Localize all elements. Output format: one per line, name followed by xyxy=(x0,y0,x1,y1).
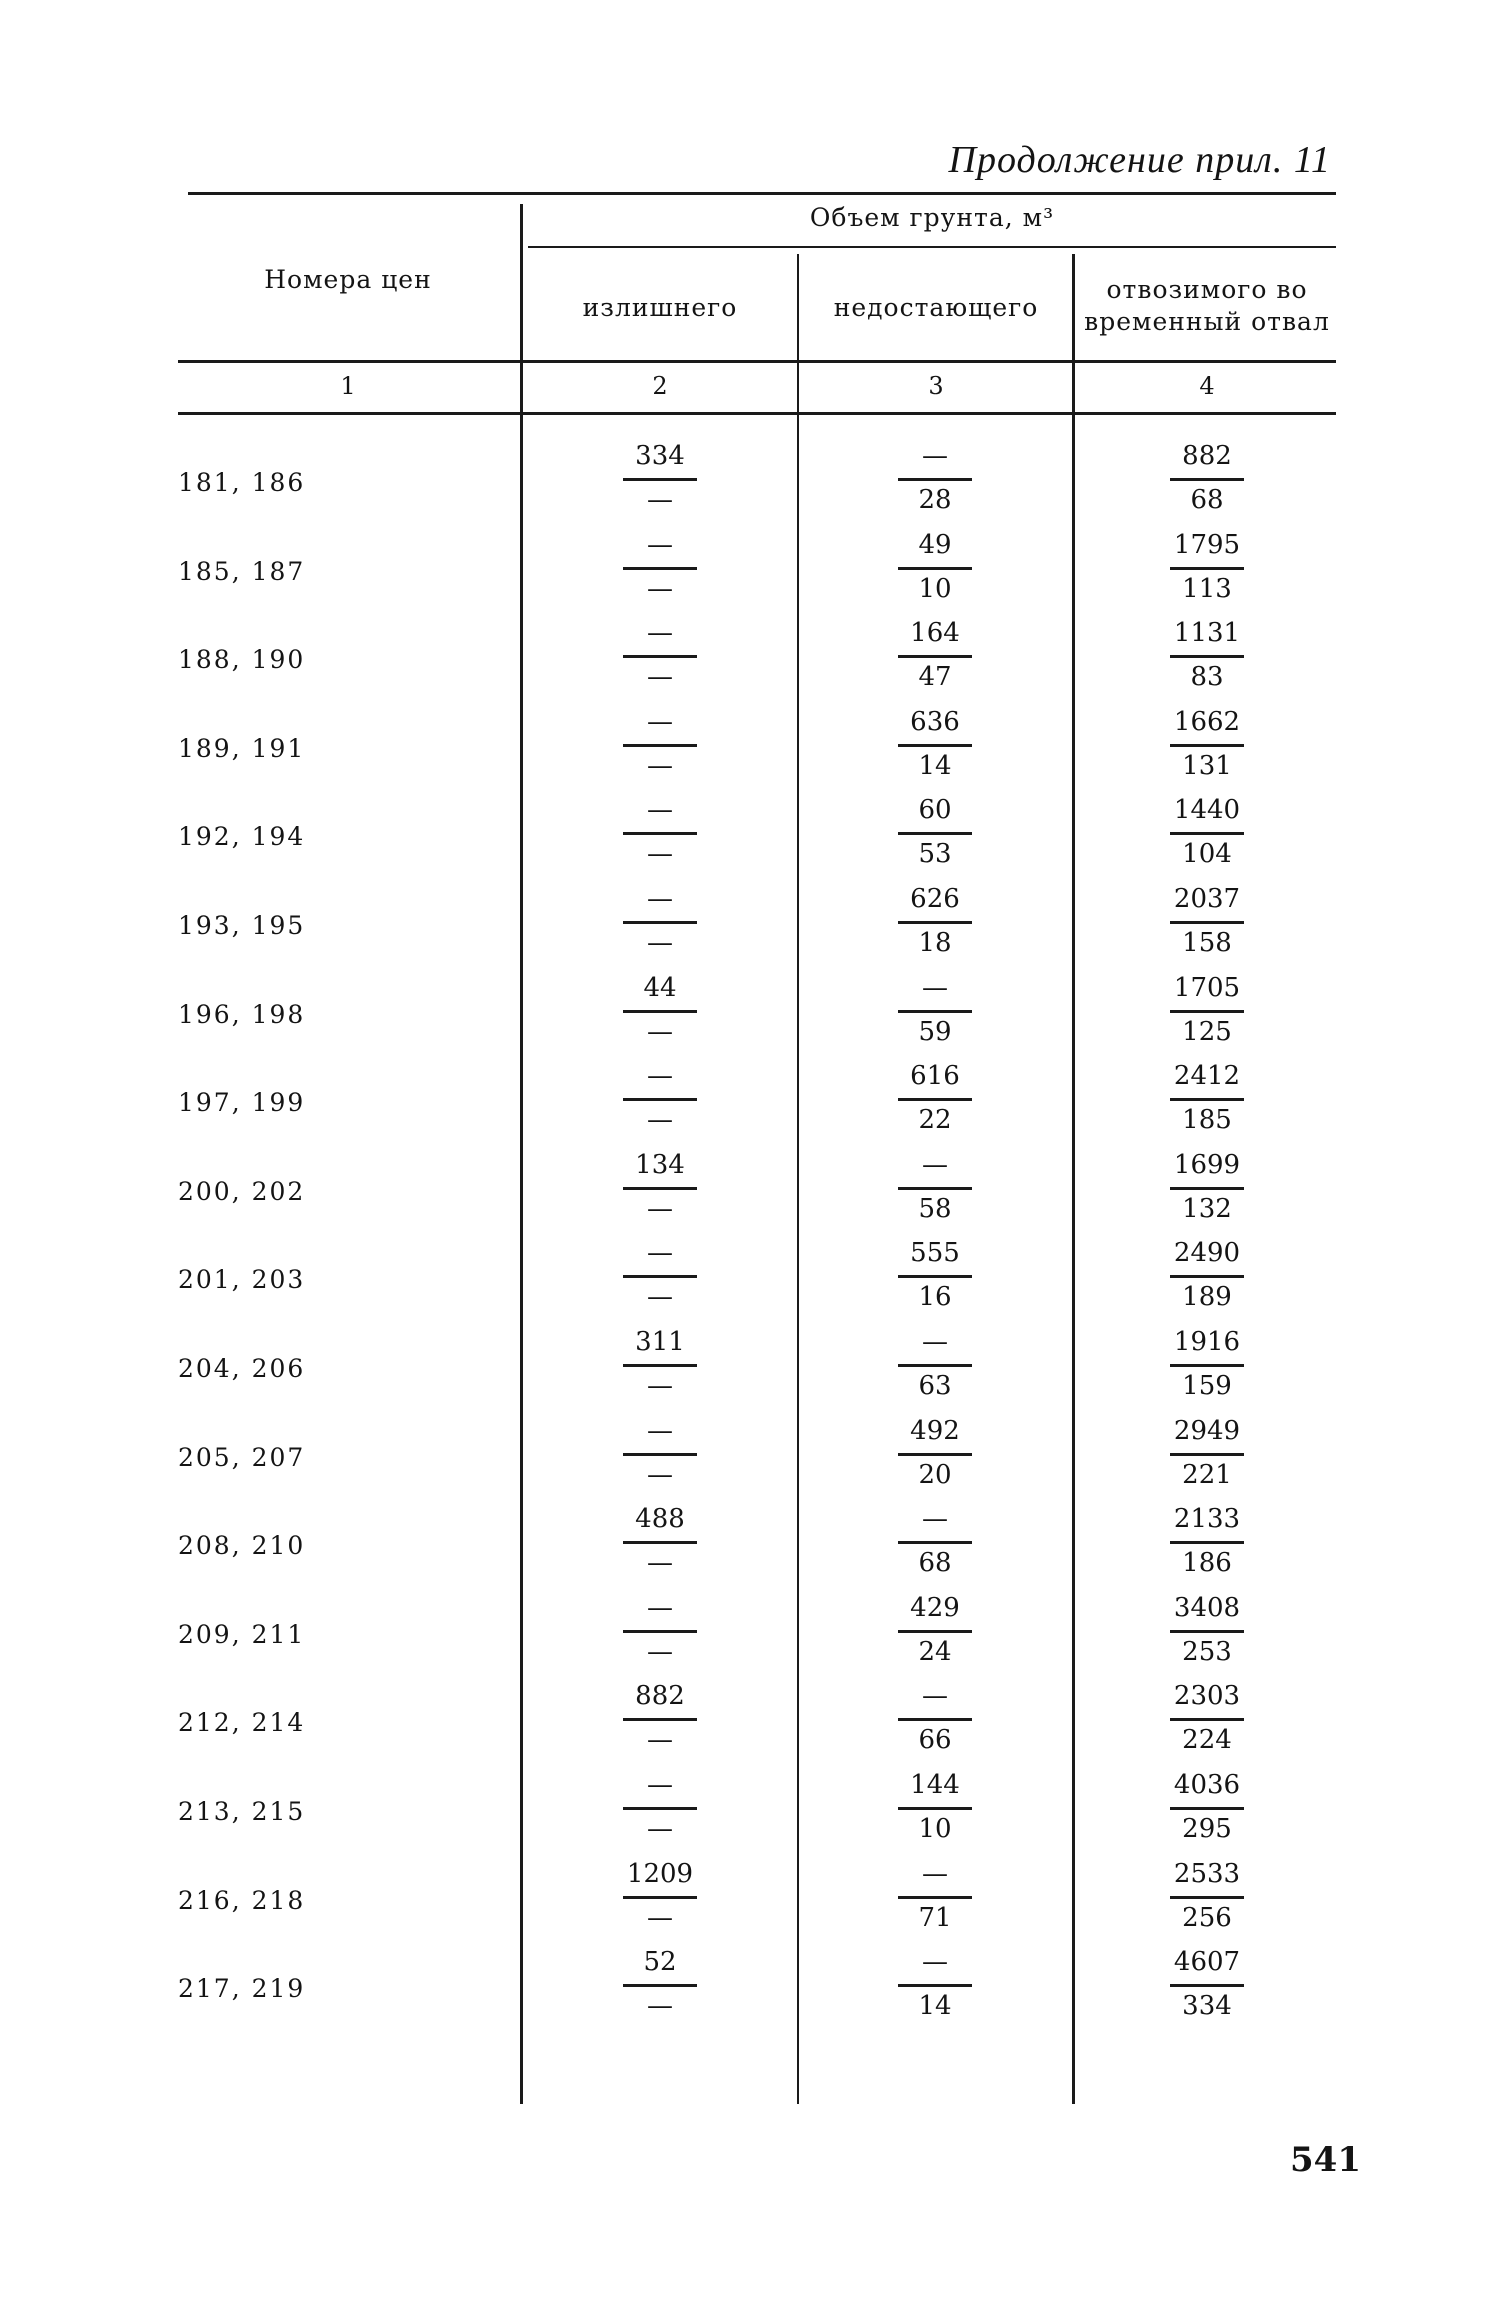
cell-denominator: — xyxy=(647,1814,673,1844)
cell-denominator: 22 xyxy=(918,1105,952,1136)
fraction-bar xyxy=(1170,921,1244,924)
fraction-bar xyxy=(898,744,972,747)
fraction-bar xyxy=(898,1541,972,1544)
fraction-bar xyxy=(623,567,697,570)
fraction-bar xyxy=(623,1275,697,1278)
column-number-3: 3 xyxy=(928,372,944,400)
cell-excess xyxy=(605,883,715,963)
cell-denominator: — xyxy=(647,1371,673,1401)
column-number-1: 1 xyxy=(340,372,356,400)
cell-temp xyxy=(1152,1326,1262,1406)
cell-missing xyxy=(880,1149,990,1229)
cell-numerator: — xyxy=(647,1415,673,1446)
cell-denominator: 253 xyxy=(1182,1636,1232,1667)
cell-excess xyxy=(605,706,715,786)
header-bottom-rule xyxy=(178,360,1336,363)
fraction-bar xyxy=(898,1098,972,1101)
cell-numerator: 1795 xyxy=(1173,529,1241,560)
cell-temp xyxy=(1152,1946,1262,2026)
fraction-bar xyxy=(898,832,972,835)
cell-numerator: — xyxy=(922,1681,948,1712)
cell-numerator: — xyxy=(647,529,673,560)
row-label: 189, 191 xyxy=(178,733,306,763)
fraction-bar xyxy=(1170,1275,1244,1278)
cell-numerator: 626 xyxy=(910,884,960,914)
cell-excess xyxy=(605,617,715,697)
cell-denominator: — xyxy=(647,1548,673,1579)
cell-missing xyxy=(880,1326,990,1406)
cell-excess xyxy=(605,972,715,1052)
fraction-bar xyxy=(898,1807,972,1810)
cell-numerator: 4036 xyxy=(1173,1770,1241,1800)
cell-excess xyxy=(605,1592,715,1672)
cell-denominator: 28 xyxy=(918,485,952,515)
cell-denominator: 221 xyxy=(1182,1459,1232,1490)
fraction-bar xyxy=(1170,1453,1244,1456)
cell-denominator: — xyxy=(647,485,673,515)
row-label: 205, 207 xyxy=(178,1442,306,1472)
cell-excess xyxy=(605,1326,715,1406)
cell-denominator: 18 xyxy=(918,928,952,958)
cell-denominator: — xyxy=(647,1902,673,1933)
fraction-bar xyxy=(623,1010,697,1013)
fraction-bar xyxy=(623,1541,697,1544)
cell-denominator: — xyxy=(647,573,673,604)
fraction-bar xyxy=(623,1098,697,1101)
cell-numerator: 636 xyxy=(910,706,960,737)
cell-numerator: 2303 xyxy=(1173,1681,1241,1712)
cell-numerator: — xyxy=(647,1592,673,1623)
fraction-bar xyxy=(1170,1630,1244,1633)
cell-numerator: 488 xyxy=(635,1504,685,1535)
column-group-header: Объем грунта, м³ xyxy=(809,203,1055,232)
cell-numerator: 1916 xyxy=(1173,1327,1241,1357)
cell-numerator: — xyxy=(647,1238,673,1269)
cell-temp xyxy=(1152,1592,1262,1672)
cell-temp xyxy=(1152,1503,1262,1583)
cell-temp xyxy=(1152,529,1262,609)
cell-denominator: 132 xyxy=(1182,1193,1232,1224)
cell-denominator: 68 xyxy=(1190,485,1224,515)
cell-denominator: 295 xyxy=(1182,1814,1232,1844)
fraction-bar xyxy=(898,1364,972,1367)
fraction-bar xyxy=(1170,1541,1244,1544)
fraction-bar xyxy=(1170,1718,1244,1721)
cell-numerator: — xyxy=(922,972,948,1003)
cell-numerator: — xyxy=(922,1947,948,1978)
cell-denominator: — xyxy=(647,1105,673,1136)
cell-missing xyxy=(880,1680,990,1760)
fraction-bar xyxy=(623,1364,697,1367)
cell-missing xyxy=(880,972,990,1052)
fraction-bar xyxy=(623,832,697,835)
cell-denominator: 256 xyxy=(1182,1902,1232,1933)
cell-numerator: 1662 xyxy=(1173,706,1241,737)
column-number-4: 4 xyxy=(1199,372,1215,400)
cell-numerator: 44 xyxy=(643,972,677,1003)
cell-numerator: — xyxy=(922,1858,948,1889)
cell-numerator: 334 xyxy=(635,441,685,471)
cell-numerator: 134 xyxy=(635,1149,685,1180)
cell-numerator: 429 xyxy=(910,1592,960,1623)
cell-denominator: 186 xyxy=(1182,1548,1232,1579)
cell-numerator: 882 xyxy=(1182,441,1232,471)
cell-temp xyxy=(1152,1769,1262,1849)
cell-excess xyxy=(605,1946,715,2026)
cell-excess xyxy=(605,1149,715,1229)
cell-temp xyxy=(1152,440,1262,520)
cell-denominator: 14 xyxy=(918,750,952,781)
cell-numerator: 3408 xyxy=(1173,1592,1241,1623)
cell-numerator: 52 xyxy=(643,1947,677,1978)
fraction-bar xyxy=(898,1187,972,1190)
fraction-bar xyxy=(898,1275,972,1278)
fraction-bar xyxy=(623,1718,697,1721)
fraction-bar xyxy=(1170,478,1244,481)
fraction-bar xyxy=(1170,1098,1244,1101)
cell-denominator: 189 xyxy=(1182,1282,1232,1313)
fraction-bar xyxy=(1170,1896,1244,1899)
cell-denominator: — xyxy=(647,1193,673,1224)
cell-denominator: 10 xyxy=(918,1814,952,1844)
cell-denominator: — xyxy=(647,1636,673,1667)
cell-denominator: — xyxy=(647,750,673,781)
fraction-bar xyxy=(898,655,972,658)
cell-denominator: 59 xyxy=(918,1016,952,1047)
cell-denominator: 159 xyxy=(1182,1371,1232,1401)
cell-denominator: — xyxy=(647,839,673,870)
row-label: 201, 203 xyxy=(178,1265,306,1295)
cell-numerator: 555 xyxy=(910,1238,960,1269)
row-label: 181, 186 xyxy=(178,468,306,497)
cell-temp xyxy=(1152,1237,1262,1317)
row-label: 197, 199 xyxy=(178,1088,306,1118)
cell-numerator: — xyxy=(647,1061,673,1092)
cell-missing xyxy=(880,1060,990,1140)
cell-missing xyxy=(880,1858,990,1938)
cell-denominator: 14 xyxy=(918,1991,952,2022)
cell-denominator: 131 xyxy=(1182,750,1232,781)
cell-denominator: 125 xyxy=(1182,1016,1232,1047)
row-label: 185, 187 xyxy=(178,556,306,586)
row-label: 213, 215 xyxy=(178,1797,306,1826)
cell-denominator: 10 xyxy=(918,573,952,604)
column-header-temp xyxy=(1076,274,1338,338)
cell-numerator: 311 xyxy=(635,1327,685,1357)
cell-denominator: 185 xyxy=(1182,1105,1232,1136)
cell-denominator: 16 xyxy=(918,1282,952,1313)
cell-excess xyxy=(605,1680,715,1760)
cell-denominator: 104 xyxy=(1182,839,1232,870)
cell-denominator: 83 xyxy=(1190,662,1224,693)
row-label: 208, 210 xyxy=(178,1531,306,1561)
cell-denominator: 66 xyxy=(918,1725,952,1756)
cell-denominator: 63 xyxy=(918,1371,952,1401)
cell-temp xyxy=(1152,794,1262,874)
cell-excess xyxy=(605,1237,715,1317)
fraction-bar xyxy=(1170,1807,1244,1810)
cell-numerator: 2133 xyxy=(1173,1504,1241,1535)
cell-temp xyxy=(1152,1415,1262,1495)
cell-numerator: 1440 xyxy=(1173,795,1241,826)
fraction-bar xyxy=(623,1453,697,1456)
cell-missing xyxy=(880,1415,990,1495)
cell-missing xyxy=(880,794,990,874)
cell-missing xyxy=(880,706,990,786)
table-top-rule xyxy=(188,192,1336,195)
cell-denominator: 334 xyxy=(1182,1991,1232,2022)
cell-denominator: 158 xyxy=(1182,928,1232,958)
cell-excess xyxy=(605,1415,715,1495)
cell-denominator: 24 xyxy=(918,1636,952,1667)
cell-denominator: — xyxy=(647,662,673,693)
row-label: 192, 194 xyxy=(178,822,306,852)
column-divider-3 xyxy=(1072,254,1075,2104)
cell-numerator: — xyxy=(647,795,673,826)
cell-denominator: 20 xyxy=(918,1459,952,1490)
fraction-bar xyxy=(1170,1010,1244,1013)
column-header-names: Номера цен xyxy=(264,265,432,294)
cell-excess xyxy=(605,794,715,874)
column-header-missing: недостающего xyxy=(833,293,1039,322)
cell-numerator: — xyxy=(922,1149,948,1180)
cell-numerator: 1209 xyxy=(626,1858,694,1889)
cell-numerator: — xyxy=(647,1770,673,1800)
fraction-bar xyxy=(1170,1187,1244,1190)
fraction-bar xyxy=(1170,1984,1244,1987)
column-divider-1 xyxy=(520,204,523,2104)
fraction-bar xyxy=(898,1630,972,1633)
cell-numerator: — xyxy=(922,1504,948,1535)
cell-temp xyxy=(1152,1858,1262,1938)
row-label: 196, 198 xyxy=(178,999,306,1029)
page-number: 541 xyxy=(1290,2140,1361,2180)
cell-numerator: 2533 xyxy=(1173,1858,1241,1889)
fraction-bar xyxy=(623,1187,697,1190)
fraction-bar xyxy=(623,921,697,924)
cell-denominator: — xyxy=(647,1016,673,1047)
cell-excess xyxy=(605,1503,715,1583)
fraction-bar xyxy=(1170,1364,1244,1367)
fraction-bar xyxy=(898,1896,972,1899)
fraction-bar xyxy=(898,1718,972,1721)
cell-denominator: — xyxy=(647,1725,673,1756)
column-numbers-rule xyxy=(178,412,1336,415)
cell-excess xyxy=(605,440,715,520)
cell-numerator: 1699 xyxy=(1173,1149,1241,1180)
fraction-bar xyxy=(623,1984,697,1987)
cell-temp xyxy=(1152,883,1262,963)
fraction-bar xyxy=(898,921,972,924)
row-label: 193, 195 xyxy=(178,911,306,940)
row-label: 212, 214 xyxy=(178,1708,306,1738)
column-header-temp-line1: отвозимого во xyxy=(1106,275,1308,304)
cell-denominator: 58 xyxy=(918,1193,952,1224)
cell-missing xyxy=(880,529,990,609)
fraction-bar xyxy=(898,567,972,570)
cell-numerator: 60 xyxy=(918,795,952,826)
fraction-bar xyxy=(623,744,697,747)
cell-numerator: 1705 xyxy=(1173,972,1241,1003)
cell-numerator: 2949 xyxy=(1173,1415,1241,1446)
cell-excess xyxy=(605,1858,715,1938)
fraction-bar xyxy=(1170,567,1244,570)
cell-numerator: 144 xyxy=(910,1770,960,1800)
column-header-excess: излишнего xyxy=(582,293,738,322)
cell-temp xyxy=(1152,706,1262,786)
fraction-bar xyxy=(898,478,972,481)
cell-numerator: 882 xyxy=(635,1681,685,1712)
cell-denominator: 224 xyxy=(1182,1725,1232,1756)
cell-numerator: 1131 xyxy=(1173,618,1241,649)
cell-temp xyxy=(1152,1680,1262,1760)
cell-numerator: 164 xyxy=(910,618,960,649)
cell-numerator: 4607 xyxy=(1173,1947,1241,1978)
row-label: 188, 190 xyxy=(178,645,306,675)
fraction-bar xyxy=(1170,832,1244,835)
column-divider-2 xyxy=(797,254,799,2104)
page-title: Продолжение прил. 11 xyxy=(948,139,1331,181)
cell-denominator: 113 xyxy=(1182,573,1232,604)
cell-missing xyxy=(880,1503,990,1583)
column-number-2: 2 xyxy=(652,372,668,400)
cell-numerator: 492 xyxy=(910,1415,960,1446)
fraction-bar xyxy=(1170,744,1244,747)
cell-denominator: — xyxy=(647,928,673,958)
column-header-temp-line2: временный отвал xyxy=(1084,307,1330,336)
cell-missing xyxy=(880,883,990,963)
fraction-bar xyxy=(623,655,697,658)
cell-numerator: — xyxy=(922,441,948,471)
cell-missing xyxy=(880,1237,990,1317)
cell-denominator: 53 xyxy=(918,839,952,870)
cell-numerator: 49 xyxy=(918,529,952,560)
cell-temp xyxy=(1152,617,1262,697)
fraction-bar xyxy=(898,1453,972,1456)
cell-missing xyxy=(880,440,990,520)
fraction-bar xyxy=(623,478,697,481)
cell-excess xyxy=(605,1769,715,1849)
cell-denominator: — xyxy=(647,1282,673,1313)
cell-numerator: 2037 xyxy=(1173,884,1241,914)
cell-missing xyxy=(880,1592,990,1672)
cell-excess xyxy=(605,529,715,609)
cell-numerator: — xyxy=(647,884,673,914)
fraction-bar xyxy=(1170,655,1244,658)
fraction-bar xyxy=(898,1010,972,1013)
fraction-bar xyxy=(898,1984,972,1987)
row-label: 217, 219 xyxy=(178,1974,306,2004)
row-label: 200, 202 xyxy=(178,1176,306,1206)
cell-temp xyxy=(1152,1149,1262,1229)
cell-missing xyxy=(880,617,990,697)
group-header-rule xyxy=(528,246,1336,248)
cell-missing xyxy=(880,1946,990,2026)
cell-denominator: — xyxy=(647,1991,673,2022)
cell-temp xyxy=(1152,972,1262,1052)
cell-denominator: 71 xyxy=(918,1902,952,1933)
cell-temp xyxy=(1152,1060,1262,1140)
cell-denominator: 68 xyxy=(918,1548,952,1579)
cell-numerator: — xyxy=(647,706,673,737)
cell-excess xyxy=(605,1060,715,1140)
fraction-bar xyxy=(623,1807,697,1810)
cell-numerator: 2412 xyxy=(1173,1061,1241,1092)
cell-numerator: — xyxy=(647,618,673,649)
row-label: 204, 206 xyxy=(178,1354,306,1383)
fraction-bar xyxy=(623,1896,697,1899)
cell-denominator: — xyxy=(647,1459,673,1490)
cell-numerator: — xyxy=(922,1327,948,1357)
cell-numerator: 616 xyxy=(910,1061,960,1092)
cell-missing xyxy=(880,1769,990,1849)
fraction-bar xyxy=(623,1630,697,1633)
cell-numerator: 2490 xyxy=(1173,1238,1241,1269)
row-label: 209, 211 xyxy=(178,1619,306,1649)
row-label: 216, 218 xyxy=(178,1885,306,1915)
cell-denominator: 47 xyxy=(918,662,952,693)
